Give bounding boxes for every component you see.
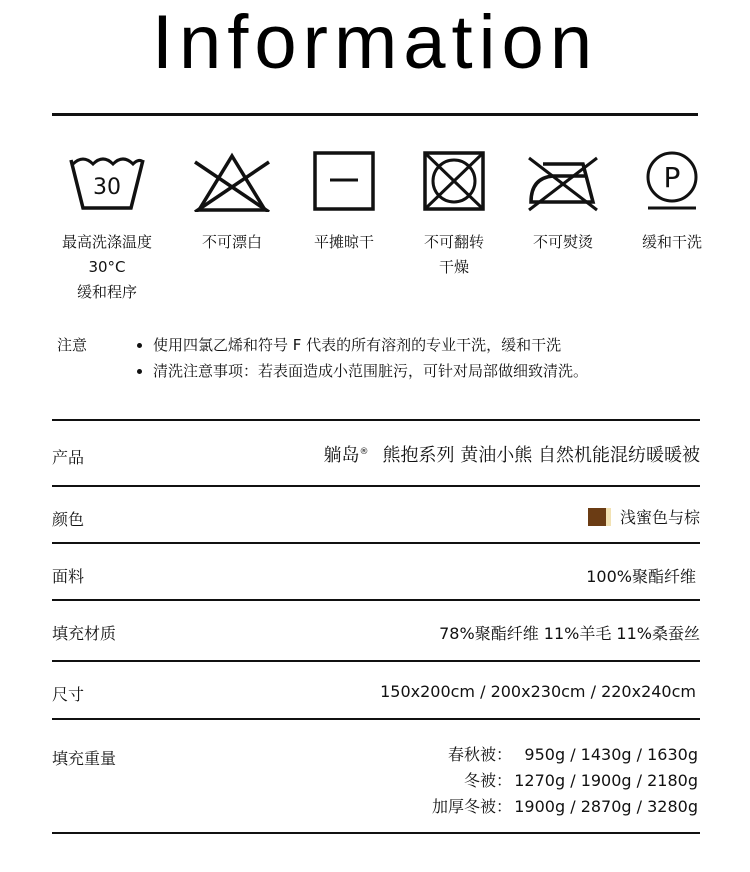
spec-value: 100%聚酯纤维 xyxy=(586,567,696,586)
registered-mark: ® xyxy=(359,447,369,457)
care-label: 平摊晾干 xyxy=(313,233,374,251)
gentle-dry-clean-p-icon xyxy=(640,150,704,212)
notes-label: 注意 xyxy=(57,336,88,354)
page-title: Information xyxy=(151,0,599,85)
spec-row-size xyxy=(52,660,700,718)
spec-value xyxy=(324,441,700,467)
brand-name: 躺岛 xyxy=(323,445,360,466)
season-label: 加厚冬被： xyxy=(431,797,512,816)
dry-clean-letter: P xyxy=(663,161,681,194)
divider xyxy=(52,832,700,834)
no-tumble-dry-icon xyxy=(422,150,486,212)
care-item-bleach xyxy=(172,150,292,255)
spec-row-filling xyxy=(52,599,700,660)
care-label: 干燥 xyxy=(438,258,469,276)
spec-value xyxy=(588,505,700,528)
spec-row-fabric xyxy=(52,542,700,599)
season-label: 冬被： xyxy=(463,771,512,790)
product-name: 熊抱系列 黄油小熊 自然机能混纺暖暖被 xyxy=(382,445,700,466)
spec-key: 填充材质 xyxy=(52,624,117,643)
care-item-dry-clean xyxy=(612,150,732,255)
spec-row-color xyxy=(52,485,700,542)
fill-weight-line xyxy=(432,768,698,794)
care-item-wash xyxy=(47,150,167,305)
spec-row-fill-weight xyxy=(52,718,700,837)
fill-weight-line xyxy=(432,742,698,768)
swatch-honey xyxy=(606,508,611,526)
care-icons xyxy=(40,150,720,320)
color-value: 浅蜜色与棕 xyxy=(619,508,700,527)
flat-dry-icon xyxy=(312,150,376,212)
fill-weight-line xyxy=(432,794,698,820)
care-label: 缓和干洗 xyxy=(641,233,702,251)
wash-tub-30-icon xyxy=(67,150,147,212)
spec-value: 78%聚酯纤维 11%羊毛 11%桑蚕丝 xyxy=(439,624,700,643)
notes-list xyxy=(135,332,713,384)
spec-key: 面料 xyxy=(52,567,85,586)
spec-row-product xyxy=(52,419,700,485)
spec-key: 颜色 xyxy=(52,510,85,529)
season-label: 春秋被： xyxy=(447,745,512,764)
care-item-tumble xyxy=(394,150,514,280)
care-label: 30°C xyxy=(88,258,126,276)
care-label: 缓和程序 xyxy=(76,283,137,301)
swatch-brown xyxy=(588,508,606,526)
note-item: • 清洗注意事项：若表面造成小范围脏污，可针对局部做细致清洗。 xyxy=(153,358,713,384)
spec-key: 产品 xyxy=(52,448,85,467)
care-label: 最高洗涤温度 xyxy=(61,233,152,251)
note-item: • 使用四氯乙烯和符号 F 代表的所有溶剂的专业干洗，缓和干洗 xyxy=(153,332,713,358)
care-item-iron xyxy=(503,150,623,255)
spec-table xyxy=(52,419,700,837)
fill-weight-list xyxy=(432,742,698,820)
spec-value: 150x200cm / 200x230cm / 220x240cm xyxy=(380,682,696,701)
wash-temperature: 30 xyxy=(93,175,121,200)
care-item-flat-dry xyxy=(284,150,404,255)
season-weights: 1900g / 2870g / 3280g xyxy=(514,797,698,816)
care-label: 不可熨烫 xyxy=(532,233,593,251)
care-label: 不可漂白 xyxy=(201,233,262,251)
no-bleach-icon xyxy=(191,150,273,212)
season-weights: 950g / 1430g / 1630g xyxy=(524,745,698,764)
no-iron-icon xyxy=(525,150,601,212)
spec-key: 填充重量 xyxy=(52,749,117,768)
divider xyxy=(52,113,698,116)
care-label: 不可翻转 xyxy=(423,233,484,251)
spec-key: 尺寸 xyxy=(52,685,85,704)
season-weights: 1270g / 1900g / 2180g xyxy=(514,771,698,790)
color-swatch xyxy=(588,508,610,526)
